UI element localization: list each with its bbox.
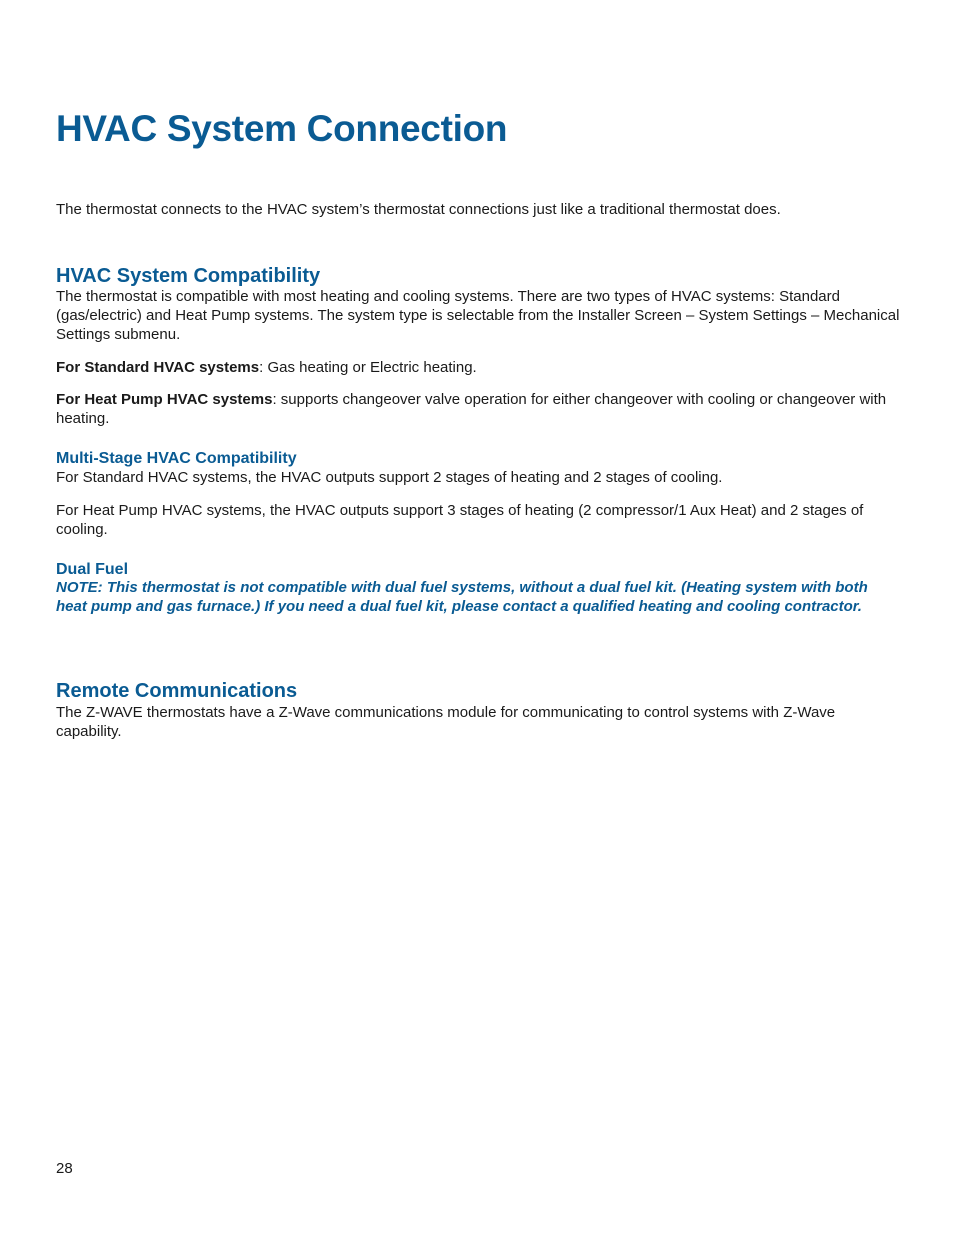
multistage-heatpump-paragraph: For Heat Pump HVAC systems, the HVAC outputs support 3 stages of heating (2 compressor/1 Aux Heat) and 2 stages of cooling. xyxy=(56,502,864,538)
dual-fuel-note: NOTE: This thermostat is not compatible with dual fuel systems, without a dual fuel kit. (Heating system with both heat pump and gas furnace.) If you need a dual fuel kit, please contact a qualified heating and cooling contractor. xyxy=(56,579,868,615)
multistage-standard-paragraph: For Standard HVAC systems, the HVAC outputs support 2 stages of heating and 2 stages of cooling. xyxy=(56,469,723,486)
page-title: HVAC System Connection xyxy=(56,108,508,149)
multistage-heading: Multi-Stage HVAC Compatibility xyxy=(56,450,297,467)
heatpump-systems-paragraph xyxy=(56,390,901,428)
heatpump-systems-label: For Heat Pump HVAC systems xyxy=(56,391,273,408)
standard-systems-paragraph xyxy=(56,358,901,377)
standard-systems-label: For Standard HVAC systems xyxy=(56,359,260,376)
compatibility-heading: HVAC System Compatibility xyxy=(56,265,321,287)
remote-heading: Remote Communications xyxy=(56,680,298,702)
dual-fuel-heading: Dual Fuel xyxy=(56,561,129,578)
compatibility-paragraph: The thermostat is compatible with most heating and cooling systems. There are two types of HVAC systems: Standard (gas/electric) and Heat Pump systems. The system type is selectable from the Installer Screen – System Settings – Mechanical Settings submenu. xyxy=(56,288,900,343)
intro-paragraph: The thermostat connects to the HVAC system’s thermostat connections just like a traditional thermostat does. xyxy=(56,201,781,218)
remote-paragraph: The Z-WAVE thermostats have a Z-Wave communications module for communicating to control systems with Z-Wave capability. xyxy=(56,704,836,740)
standard-systems-text: : Gas heating or Electric heating. xyxy=(259,359,477,376)
heatpump-systems-text: : supports changeover valve operation for either changeover with cooling or changeover with heating. xyxy=(56,391,887,427)
page-number: 28 xyxy=(56,1160,73,1177)
